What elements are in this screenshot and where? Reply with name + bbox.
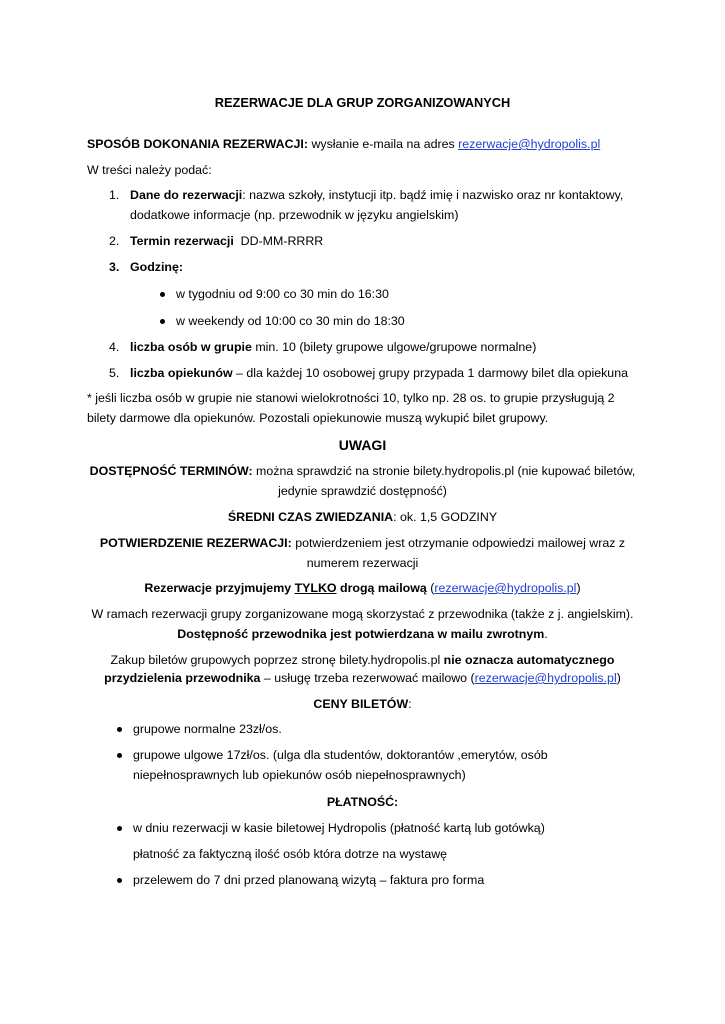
- confirmation-line1: [0, 535, 725, 551]
- only-email-line: [0, 580, 725, 596]
- item-2-text: DD-MM-RRRR: [240, 234, 324, 248]
- item-4-bold: liczba osób w grupie: [130, 340, 252, 354]
- item-2-line: [130, 233, 323, 249]
- purchase-bold1: nie oznacza automatycznego: [443, 653, 615, 667]
- item-4-line: [130, 339, 536, 355]
- availability-text: można sprawdzić na stronie bilety.hydropolis.pl (nie kupować biletów,: [256, 464, 636, 478]
- only-email-part3: drogą mailową: [340, 581, 427, 595]
- purchase-email-link[interactable]: rezerwacje@hydropolis.pl: [474, 671, 617, 685]
- method-text: wysłanie e-maila na adres: [311, 137, 455, 151]
- item-3-number: 3.: [109, 260, 120, 274]
- payment-cashier-cont: płatność za faktyczną ilość osób która dotrze na wystawę: [133, 847, 448, 861]
- item-1-number: 1.: [109, 188, 120, 202]
- item-4-number: 4.: [109, 340, 120, 354]
- bullet-dot: [160, 319, 165, 324]
- only-email-open: (: [430, 581, 435, 595]
- bullet-dot: [117, 727, 122, 732]
- item-2-bold: Termin rezerwacji: [130, 234, 234, 248]
- reservation-method: [87, 136, 600, 152]
- avg-time-label: ŚREDNI CZAS ZWIEDZANIA: [227, 510, 394, 524]
- item-1-text: : nazwa szkoły, instytucji itp. bądź imię i nazwisko oraz nr kontaktowy,: [242, 188, 624, 202]
- payment-transfer: przelewem do 7 dni przed planowaną wizytą – faktura pro forma: [133, 873, 485, 887]
- availability-label: DOSTĘPNOŚĆ TERMINÓW:: [89, 464, 253, 478]
- method-label: SPOSÓB DOKONANIA REZERWACJI:: [87, 137, 308, 151]
- item-3-line: [130, 259, 183, 275]
- method-email-link[interactable]: rezerwacje@hydropolis.pl: [458, 137, 601, 151]
- avg-time-text: : ok. 1,5 GODZINY: [393, 510, 498, 524]
- price-normal: grupowe normalne 23zł/os.: [133, 722, 282, 736]
- item-5-number: 5.: [109, 366, 120, 380]
- payment-cashier: w dniu rezerwacji w kasie biletowej Hydropolis (płatność kartą lub gotówką): [133, 821, 545, 835]
- only-email-part2: TYLKO: [294, 581, 337, 595]
- only-email-close: ): [576, 581, 581, 595]
- avg-time-line: [0, 509, 725, 525]
- purchase-close: ): [616, 671, 621, 685]
- bullet-dot: [117, 826, 122, 831]
- only-email-part1: Rezerwacje przyjmujemy: [144, 581, 292, 595]
- price-reduced-line2: niepełnosprawnych lub opiekunów osób niepełnosprawnych): [133, 768, 466, 782]
- page-title: REZERWACJE DLA GRUP ZORGANIZOWANYCH: [214, 95, 511, 110]
- purchase-line1: [0, 652, 725, 668]
- purchase-text2: – usługę trzeba rezerwować mailowo (: [263, 671, 475, 685]
- bullet-dot: [160, 292, 165, 297]
- item-1-bold: Dane do rezerwacji: [130, 188, 243, 202]
- item-5-line: [130, 365, 628, 381]
- hours-weekend: w weekendy od 10:00 co 30 min do 18:30: [176, 314, 405, 328]
- purchase-bold2: przydzielenia przewodnika: [104, 671, 261, 685]
- prices-heading: [0, 696, 725, 712]
- bullet-dot: [117, 878, 122, 883]
- payment-heading: [0, 794, 725, 810]
- purchase-line2: [0, 670, 725, 686]
- note-line1: * jeśli liczba osób w grupie nie stanowi wielokrotności 10, tylko np. 28 os. to grupie przysługują 2: [87, 391, 615, 405]
- item-4-text: min. 10 (bilety grupowe ulgowe/grupowe normalne): [255, 340, 537, 354]
- price-reduced-line1: grupowe ulgowe 17zł/os. (ulga dla studentów, doktorantów ,emerytów, osób: [133, 748, 548, 762]
- item-2-number: 2.: [109, 234, 120, 248]
- confirmation-line2: numerem rezerwacji: [306, 556, 419, 570]
- payment-label: PŁATNOŚĆ:: [326, 795, 399, 809]
- guide-bold: Dostępność przewodnika jest potwierdzana w mailu zwrotnym: [177, 627, 545, 641]
- prices-colon: :: [408, 697, 412, 711]
- guide-dot: .: [544, 627, 548, 641]
- bullet-dot: [117, 753, 122, 758]
- availability-line2: jedynie sprawdzić dostępność): [278, 484, 447, 498]
- uwagi-heading: UWAGI: [338, 437, 387, 453]
- item-1-line1: [130, 187, 623, 203]
- intro-text: W treści należy podać:: [87, 163, 212, 177]
- guide-line1: W ramach rezerwacji grupy zorganizowane mogą skorzystać z przewodnika (także z j. angielskim).: [91, 607, 634, 621]
- note-line2: bilety darmowe dla opiekunów. Pozostali opiekunowie muszą wykupić bilet grupowy.: [87, 411, 549, 425]
- purchase-text: Zakup biletów grupowych poprzez stronę bilety.hydropolis.pl: [110, 653, 441, 667]
- only-email-link[interactable]: rezerwacje@hydropolis.pl: [434, 581, 577, 595]
- confirmation-text: potwierdzeniem jest otrzymanie odpowiedzi mailowej wraz z: [295, 536, 626, 550]
- item-5-text: – dla każdej 10 osobowej grupy przypada 1 darmowy bilet dla opiekuna: [236, 366, 628, 380]
- prices-label: CENY BILETÓW: [313, 697, 409, 711]
- item-3-bold: Godzinę:: [130, 260, 183, 274]
- guide-line2: [0, 626, 725, 642]
- item-1-line2: dodatkowe informacje (np. przewodnik w języku angielskim): [130, 208, 459, 222]
- item-5-bold: liczba opiekunów: [130, 366, 233, 380]
- hours-weekday: w tygodniu od 9:00 co 30 min do 16:30: [176, 287, 389, 301]
- confirmation-label: POTWIERDZENIE REZERWACJI:: [99, 536, 292, 550]
- availability-line1: [0, 463, 725, 479]
